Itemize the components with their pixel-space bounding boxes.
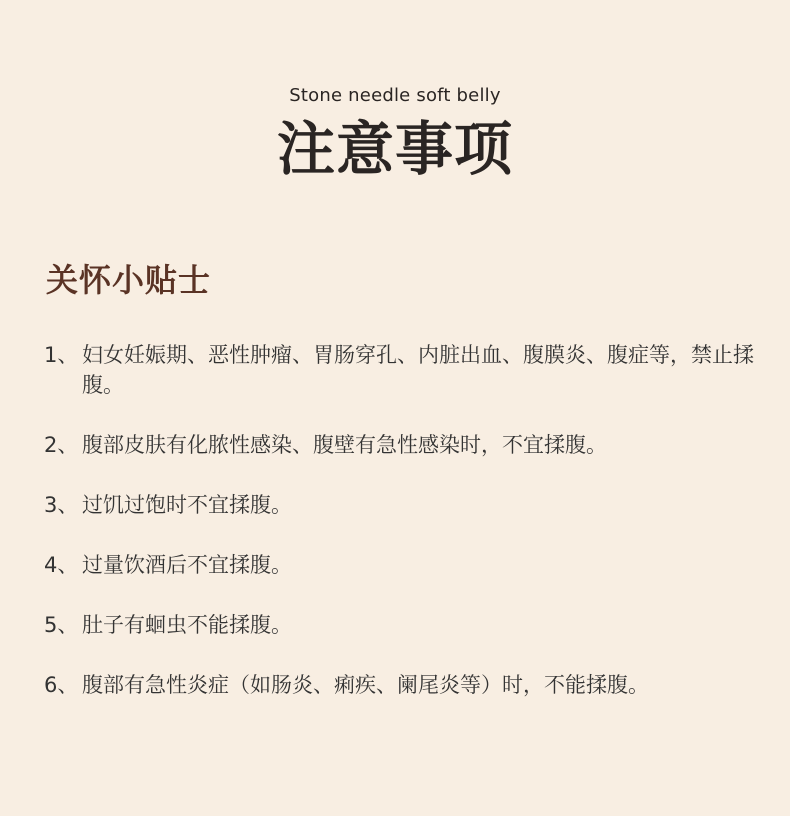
list-item xyxy=(44,340,764,400)
list-item xyxy=(44,610,764,640)
list-item-number: 2、 xyxy=(44,433,79,457)
page-subtitle: Stone needle soft belly xyxy=(289,85,501,106)
list-item-number: 3、 xyxy=(44,493,79,517)
list-item-text: 肚子有蛔虫不能揉腹。 xyxy=(82,613,292,637)
list-item-number: 4、 xyxy=(44,553,79,577)
list-item-number: 1、 xyxy=(44,343,79,367)
list-item xyxy=(44,490,764,520)
list-item-text: 过饥过饱时不宜揉腹。 xyxy=(82,493,292,517)
list-item xyxy=(44,550,764,580)
section-title: 关怀小贴士 xyxy=(46,261,212,299)
list-item xyxy=(44,430,764,460)
page-title: 注意事项 xyxy=(276,115,513,183)
list-item-number: 6、 xyxy=(44,673,79,697)
list-item-text: 过量饮酒后不宜揉腹。 xyxy=(82,553,292,577)
list-item xyxy=(44,670,764,700)
list-item-number: 5、 xyxy=(44,613,79,637)
list-item-text: 腹部皮肤有化脓性感染、腹壁有急性感染时，不宜揉腹。 xyxy=(82,433,607,457)
list-item-text: 妇女妊娠期、恶性肿瘤、胃肠穿孔、内脏出血、腹膜炎、腹症等，禁止揉腹。 xyxy=(82,343,754,397)
list-item-text: 腹部有急性炎症（如肠炎、痢疾、阑尾炎等）时，不能揉腹。 xyxy=(82,673,649,697)
